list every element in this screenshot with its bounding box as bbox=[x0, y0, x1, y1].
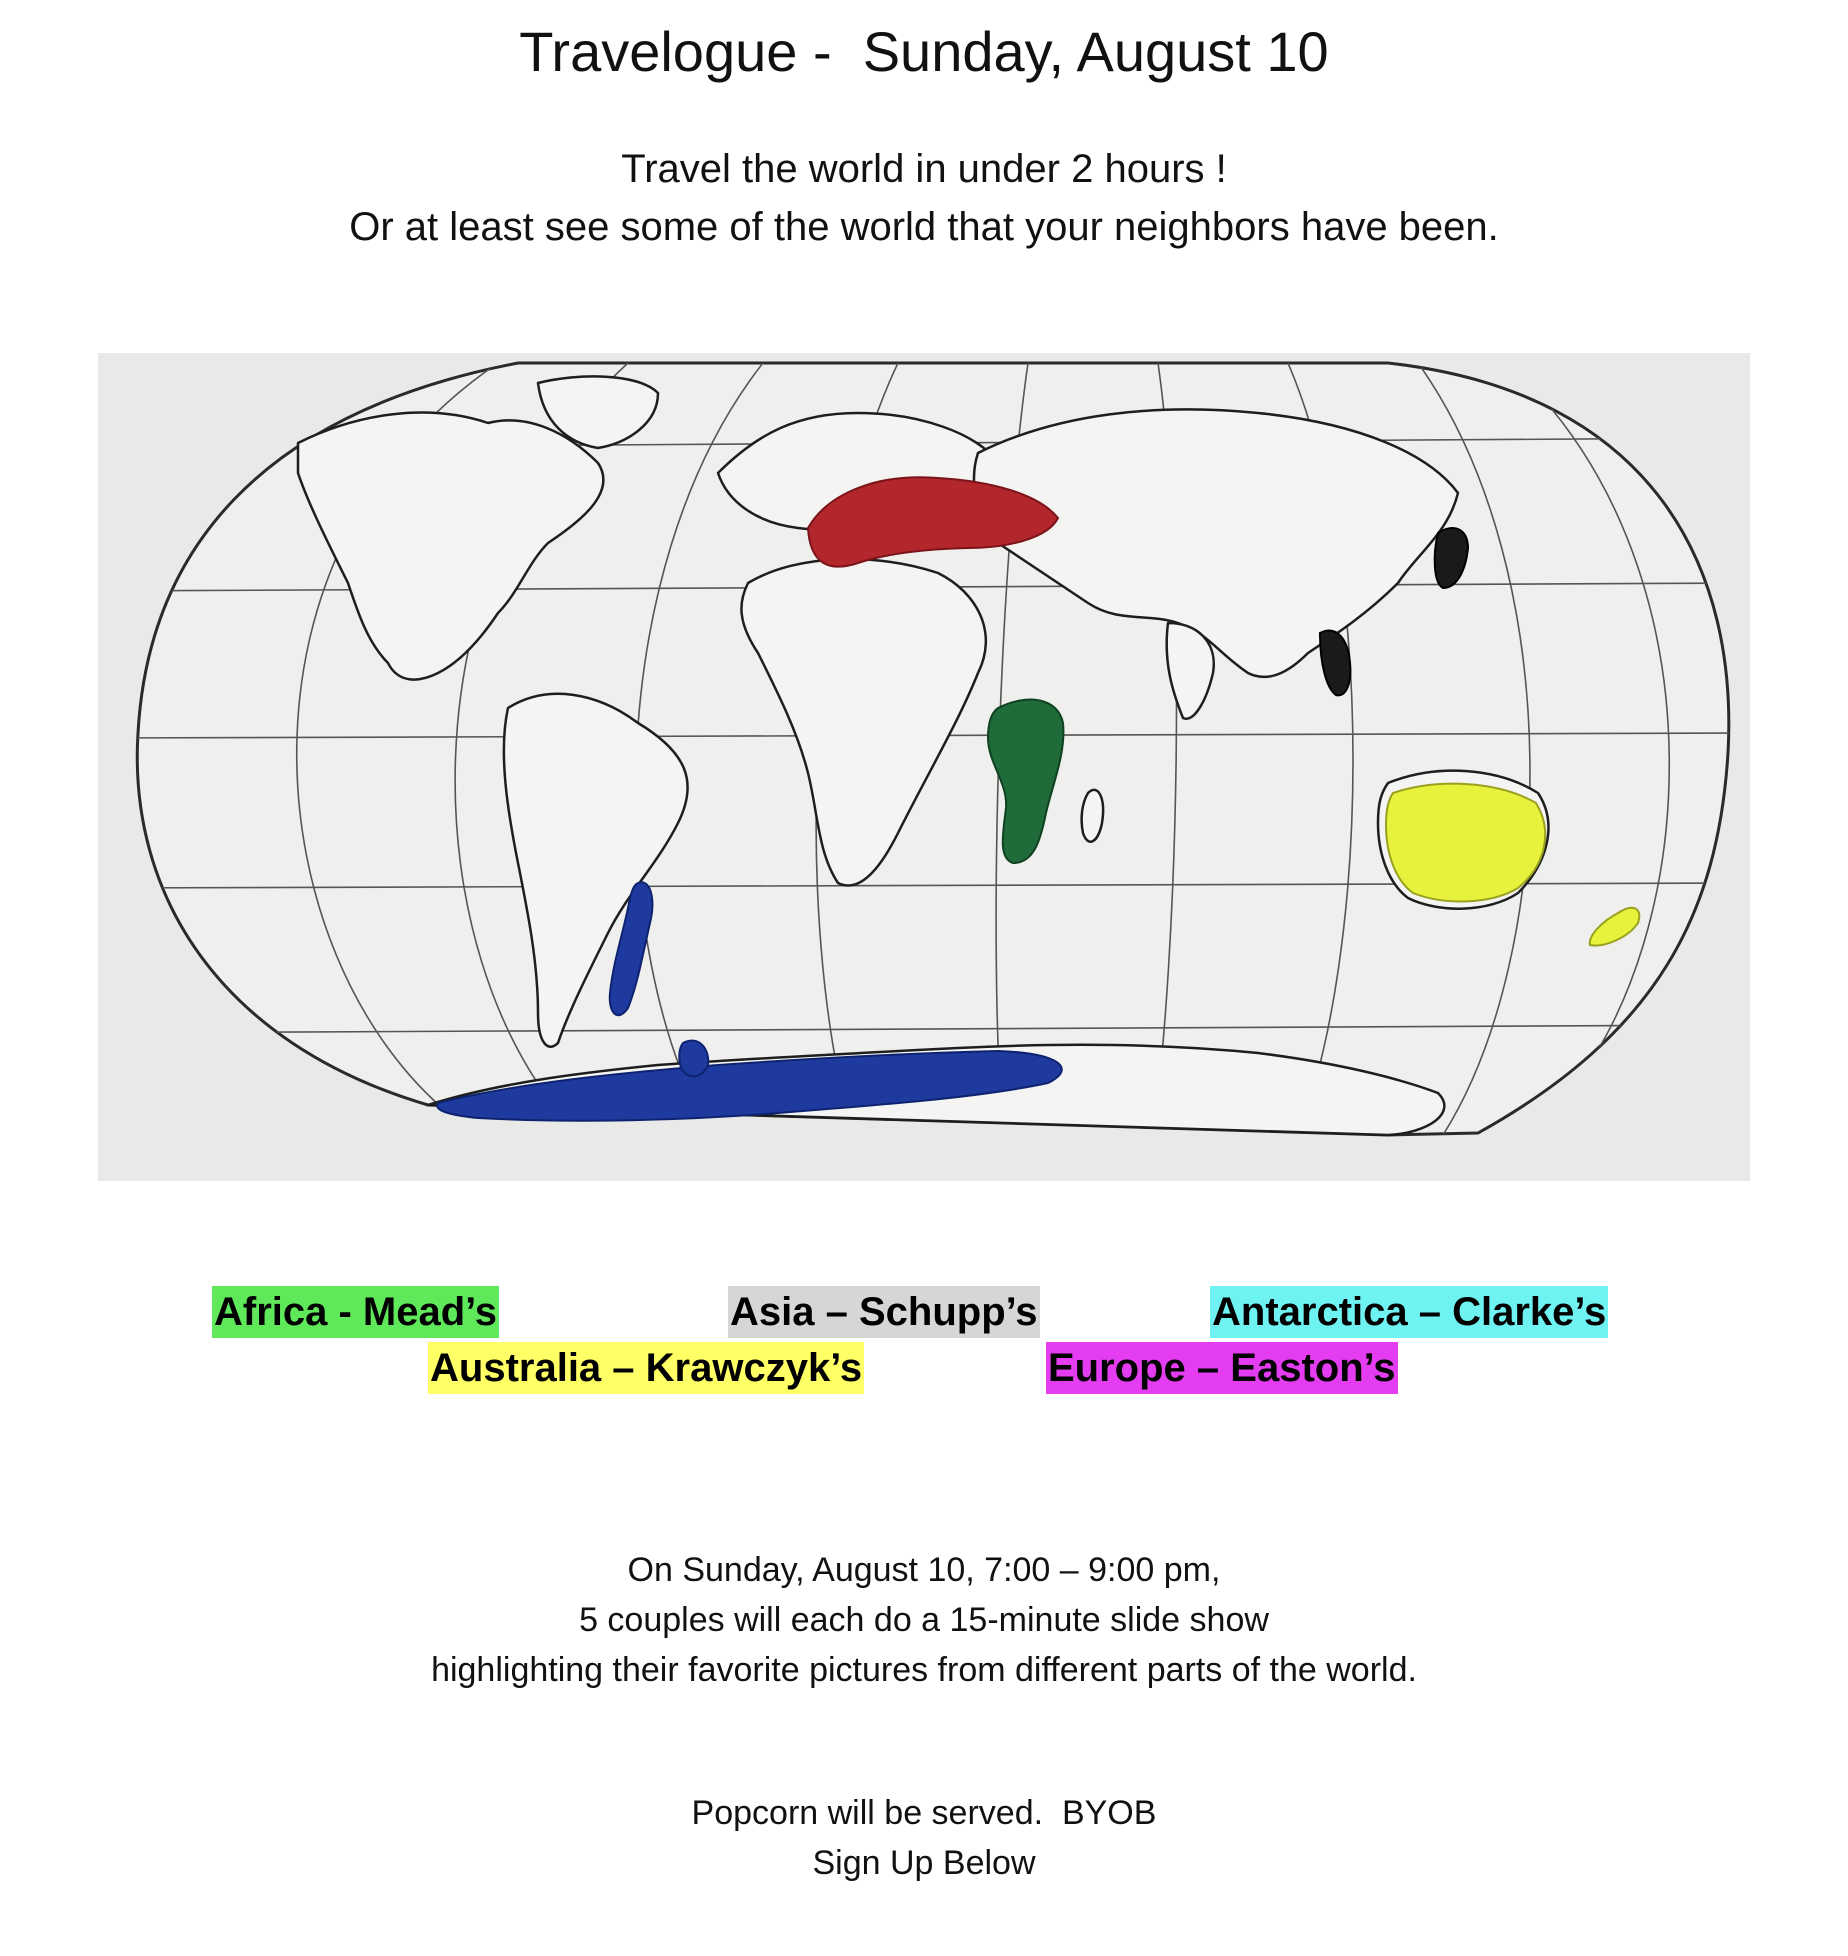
legend-asia: Asia – Schupp’s bbox=[728, 1286, 1040, 1338]
world-map-photo bbox=[98, 353, 1750, 1181]
antarctica-peninsula bbox=[679, 1041, 708, 1077]
footer-line-1: Popcorn will be served. BYOB bbox=[691, 1794, 1157, 1832]
world-map bbox=[98, 353, 1750, 1181]
details-line-2: 5 couples will each do a 15-minute slide show bbox=[579, 1601, 1269, 1639]
intro-line-1: Travel the world in under 2 hours ! bbox=[621, 147, 1227, 191]
page-title: Travelogue - Sunday, August 10 bbox=[519, 20, 1329, 83]
legend-europe: Europe – Easton’s bbox=[1046, 1342, 1398, 1394]
details-line-1: On Sunday, August 10, 7:00 – 9:00 pm, bbox=[627, 1551, 1221, 1589]
footer-notes bbox=[0, 1788, 1848, 1888]
legend-australia: Australia – Krawczyk’s bbox=[428, 1342, 864, 1394]
details-line-3: highlighting their favorite pictures from different parts of the world. bbox=[431, 1651, 1417, 1689]
legend-antarctica: Antarctica – Clarke’s bbox=[1210, 1286, 1608, 1338]
intro-line-2: Or at least see some of the world that your neighbors have been. bbox=[349, 205, 1499, 249]
madagascar bbox=[1082, 790, 1103, 842]
sign-up-text: Sign Up Below bbox=[812, 1844, 1036, 1882]
intro-text bbox=[0, 140, 1848, 256]
australia-region bbox=[1386, 784, 1545, 902]
legend-africa: Africa - Mead’s bbox=[212, 1286, 499, 1338]
event-details bbox=[0, 1545, 1848, 1695]
